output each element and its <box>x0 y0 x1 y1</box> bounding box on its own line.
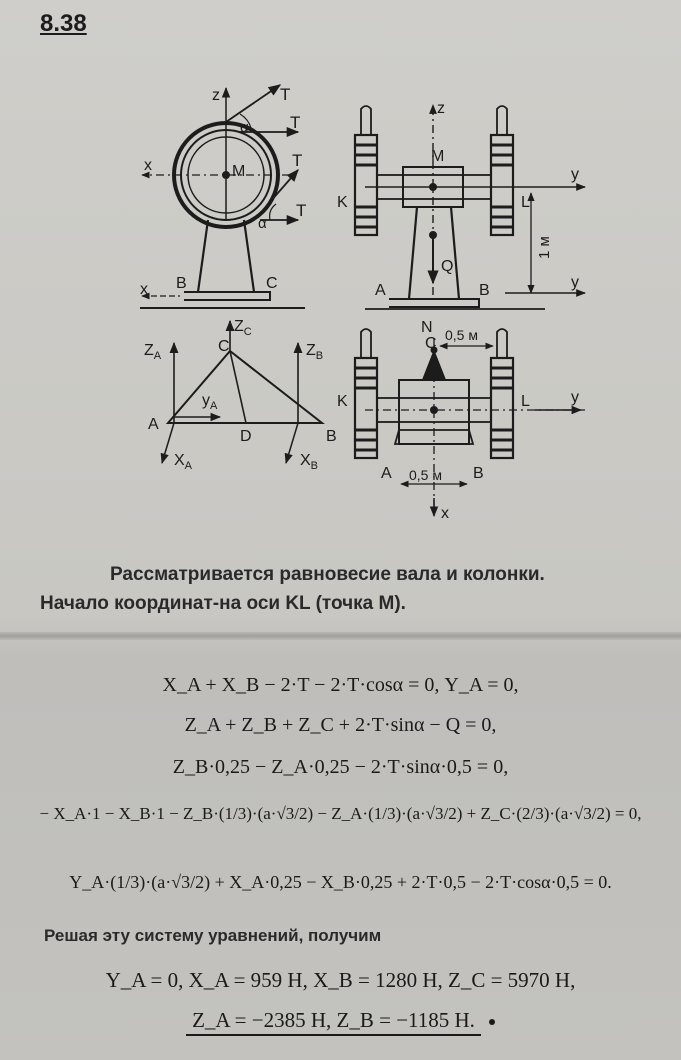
force-t2-label: T <box>290 113 301 132</box>
equation-5 <box>0 872 681 893</box>
figure-base-triangle <box>140 315 360 475</box>
point-a-label: A <box>148 416 159 433</box>
equation-4 <box>0 804 681 824</box>
force-zb-label: $Z_B$ <box>306 342 324 362</box>
force-q-label: Q <box>441 258 454 275</box>
point-a-label: A <box>375 282 386 299</box>
point-k-label: K <box>337 393 348 410</box>
equation-1 <box>0 674 681 697</box>
force-xa-label: $X_A$ <box>174 452 193 472</box>
equation-5-text: Y_A·(1/3)·(a·√3/2) + X_A·0,25 − X_B·0,25 + 2·T·0,5 − 2·T·cosα·0,5 = 0. <box>69 872 612 892</box>
solve-caption: Решая эту систему уравнений, получим <box>44 926 382 945</box>
force-t4-label: T <box>296 201 307 220</box>
point-b-label: B <box>326 428 337 445</box>
dimension-1m-label: 1 м <box>536 236 553 259</box>
axis-x-label: x <box>144 157 152 174</box>
axis-y2-label: y <box>571 274 579 291</box>
point-c-label: C <box>266 275 278 292</box>
result-line-1 <box>0 968 681 993</box>
intro-line-1: Рассматривается равновесие вала и колонки. <box>110 564 545 585</box>
axis-y-label: y <box>571 389 579 406</box>
problem-number: 8.38 <box>40 10 87 37</box>
angle-alpha1-label: α <box>240 119 249 136</box>
force-ya-label: $y_A$ <box>202 392 218 412</box>
force-t1-label: T <box>280 85 291 104</box>
angle-alpha2-label: α <box>258 215 267 232</box>
force-xb-label: $X_B$ <box>300 452 319 472</box>
axis-y-label: y <box>571 166 579 183</box>
axis-x2-label: x <box>140 281 148 298</box>
point-k-label: K <box>337 194 348 211</box>
intro-line-2: Начало координат-на оси KL (точка М). <box>40 593 406 614</box>
point-l-label: L <box>521 194 530 211</box>
axis-z-label: z <box>437 100 445 117</box>
point-l-label: L <box>521 393 530 410</box>
force-t3-label: T <box>292 151 303 170</box>
point-b-label: B <box>176 275 187 292</box>
force-za-label: $Z_A$ <box>144 342 162 362</box>
result-line-1-text: Y_A = 0, X_A = 959 H, X_B = 1280 H, Z_C = 5970 H, <box>105 968 576 992</box>
equation-4-text: − X_A·1 − X_B·1 − Z_B·(1/3)·(a·√3/2) − Z_A·(1/3)·(a·√3/2) + Z_C·(2/3)·(a·√3/2) = 0, <box>39 804 642 823</box>
figure-top-view <box>337 318 605 528</box>
axis-x-label: x <box>441 505 449 522</box>
point-c-label: C <box>218 338 230 355</box>
scan-divider <box>0 632 681 640</box>
figure-front-view <box>337 95 605 325</box>
point-a-label: A <box>381 465 392 482</box>
axis-z-label: z <box>212 87 220 104</box>
end-dot <box>489 1019 495 1025</box>
point-m-label: M <box>431 148 445 165</box>
force-zc-label: $Z_C$ <box>234 318 252 338</box>
point-d-label: D <box>240 428 252 445</box>
result-line-2 <box>0 1008 681 1033</box>
point-m-label: M <box>232 163 246 180</box>
point-b-label: B <box>479 282 490 299</box>
dimension-top-label: 0,5 м <box>445 327 478 343</box>
result-line-2-text: Z_A = −2385 H, Z_B = −1185 H. <box>186 1008 481 1036</box>
figure-side-view <box>120 70 320 330</box>
point-b-label: B <box>473 465 484 482</box>
equation-3 <box>0 756 681 779</box>
point-n-label: N <box>421 319 433 336</box>
dimension-bottom-label: 0,5 м <box>409 467 442 483</box>
equation-1-text: X_A + X_B − 2·T − 2·T·cosα = 0, Y_A = 0, <box>162 674 519 696</box>
equation-2 <box>0 714 681 737</box>
point-c-label: C <box>425 335 437 352</box>
equation-2-text: Z_A + Z_B + Z_C + 2·T·sinα − Q = 0, <box>184 714 497 736</box>
equation-3-text: Z_B·0,25 − Z_A·0,25 − 2·T·sinα·0,5 = 0, <box>172 756 509 778</box>
